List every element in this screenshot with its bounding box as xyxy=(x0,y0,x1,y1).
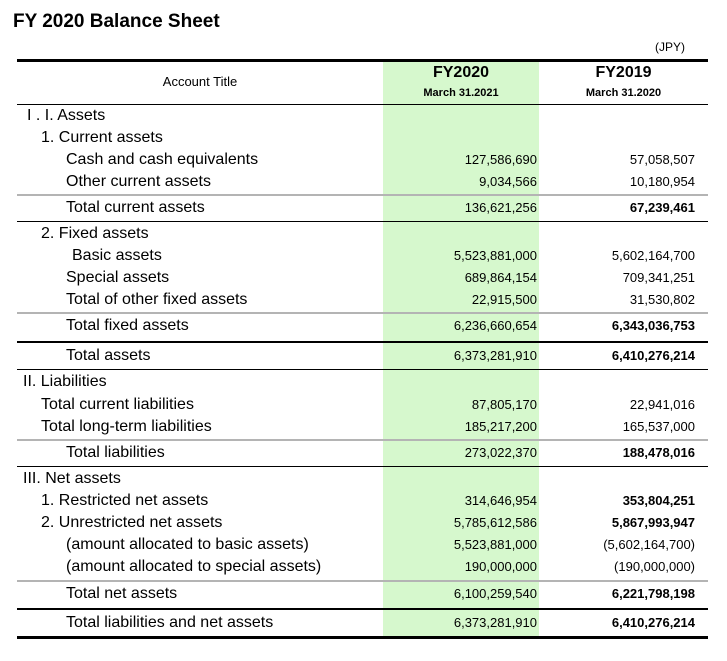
section-rule xyxy=(17,580,708,582)
table-row xyxy=(0,171,727,193)
fy2020-value: 9,034,566 xyxy=(479,174,537,189)
row-label: Special assets xyxy=(66,269,170,286)
row-label: Total fixed assets xyxy=(66,317,189,334)
section-rule xyxy=(17,608,708,610)
fy2019-label: FY2019 xyxy=(595,64,652,81)
fy2019-value: 6,410,276,214 xyxy=(611,615,695,630)
fy2019-value: 22,941,016 xyxy=(629,397,695,412)
fy2020-value: 127,586,690 xyxy=(464,152,537,167)
fy2020-value: 87,805,170 xyxy=(471,397,537,412)
table-row xyxy=(0,267,727,289)
fy2019-value: 709,341,251 xyxy=(622,270,695,285)
table-row xyxy=(0,127,727,149)
fy2019-value: 188,478,016 xyxy=(622,445,695,460)
fy2020-value: 6,236,660,654 xyxy=(453,318,537,333)
section-rule xyxy=(17,439,708,441)
row-label: Total current liabilities xyxy=(41,396,194,413)
fy2020-value: 689,864,154 xyxy=(464,270,537,285)
fy2020-value: 136,621,256 xyxy=(464,200,537,215)
fy2020-value: 314,646,954 xyxy=(464,493,537,508)
fy2019-value: 165,537,000 xyxy=(622,419,695,434)
fy2019-value: 6,410,276,214 xyxy=(611,348,695,363)
fy2020-label: FY2020 xyxy=(432,64,490,81)
fy2020-header xyxy=(383,64,539,99)
fy2019-value: 6,343,036,753 xyxy=(611,318,695,333)
section-rule xyxy=(17,221,708,222)
fy2020-value: 185,217,200 xyxy=(464,419,537,434)
section-rule xyxy=(17,312,708,314)
row-label: (amount allocated to basic assets) xyxy=(66,536,309,553)
table-row-total xyxy=(0,315,727,337)
fy2019-value: 31,530,802 xyxy=(629,292,695,307)
row-label: Total assets xyxy=(66,347,151,364)
account-title-header: Account Title xyxy=(162,74,238,89)
table-row xyxy=(0,556,727,578)
table-row xyxy=(0,534,727,556)
table-row-total xyxy=(0,345,727,367)
fy2019-value: 5,602,164,700 xyxy=(611,248,695,263)
fy2019-value: (5,602,164,700) xyxy=(603,537,695,552)
section-rule xyxy=(17,369,708,370)
table-row xyxy=(0,490,727,512)
page-title: FY 2020 Balance Sheet xyxy=(13,11,220,32)
table-row-total xyxy=(0,583,727,605)
fy2019-value: 57,058,507 xyxy=(629,152,695,167)
row-label: Total liabilities xyxy=(66,444,165,461)
table-row xyxy=(0,416,727,438)
row-label: III. Net assets xyxy=(23,470,121,487)
fy2020-value: 273,022,370 xyxy=(464,445,537,460)
table-row-total xyxy=(0,612,727,634)
row-label: Other current assets xyxy=(66,173,211,190)
fy2019-header xyxy=(539,64,708,99)
table-row-total xyxy=(0,442,727,464)
row-label: 2. Fixed assets xyxy=(41,225,149,242)
table-row xyxy=(0,289,727,311)
row-label: I . I. Assets xyxy=(27,107,106,124)
fy2019-value: 67,239,461 xyxy=(629,200,695,215)
fy2019-value: 353,804,251 xyxy=(622,493,695,508)
fy2019-value: 10,180,954 xyxy=(629,174,695,189)
table-row xyxy=(0,371,727,393)
row-label: 1. Current assets xyxy=(41,129,163,146)
fy2019-value: (190,000,000) xyxy=(614,559,695,574)
fy2019-date: March 31.2020 xyxy=(585,87,662,99)
fy2020-value: 5,523,881,000 xyxy=(453,248,537,263)
table-row xyxy=(0,105,727,127)
row-label: Total liabilities and net assets xyxy=(66,614,274,631)
fy2020-value: 6,100,259,540 xyxy=(453,586,537,601)
fy2020-value: 5,785,612,586 xyxy=(453,515,537,530)
row-label: Cash and cash equivalents xyxy=(66,151,259,168)
row-label: 2. Unrestricted net assets xyxy=(41,514,223,531)
fy2020-value: 6,373,281,910 xyxy=(453,615,537,630)
table-top-rule xyxy=(17,59,708,62)
table-bottom-rule xyxy=(17,636,708,639)
fy2019-value: 6,221,798,198 xyxy=(611,586,695,601)
table-row-total xyxy=(0,197,727,219)
table-row xyxy=(0,245,727,267)
table-row xyxy=(0,149,727,171)
table-row xyxy=(0,223,727,245)
section-rule xyxy=(17,194,708,196)
fy2020-value: 190,000,000 xyxy=(464,559,537,574)
row-label: 1. Restricted net assets xyxy=(41,492,209,509)
section-rule xyxy=(17,341,708,343)
row-label: (amount allocated to special assets) xyxy=(66,558,322,575)
row-label: Total long-term liabilities xyxy=(41,418,212,435)
row-label: Total of other fixed assets xyxy=(66,291,248,308)
currency-unit: (JPY) xyxy=(655,40,685,54)
fy2020-date: March 31.2021 xyxy=(423,87,499,99)
table-row xyxy=(0,468,727,490)
fy2020-value: 22,915,500 xyxy=(471,292,537,307)
table-row xyxy=(0,394,727,416)
fy2020-value: 5,523,881,000 xyxy=(453,537,537,552)
table-row xyxy=(0,512,727,534)
fy2019-value: 5,867,993,947 xyxy=(611,515,695,530)
row-label: Basic assets xyxy=(72,247,162,264)
fy2020-value: 6,373,281,910 xyxy=(453,348,537,363)
row-label: II. Liabilities xyxy=(23,373,107,390)
section-rule xyxy=(17,466,708,467)
row-label: Total current assets xyxy=(66,199,205,216)
row-label: Total net assets xyxy=(66,585,178,602)
